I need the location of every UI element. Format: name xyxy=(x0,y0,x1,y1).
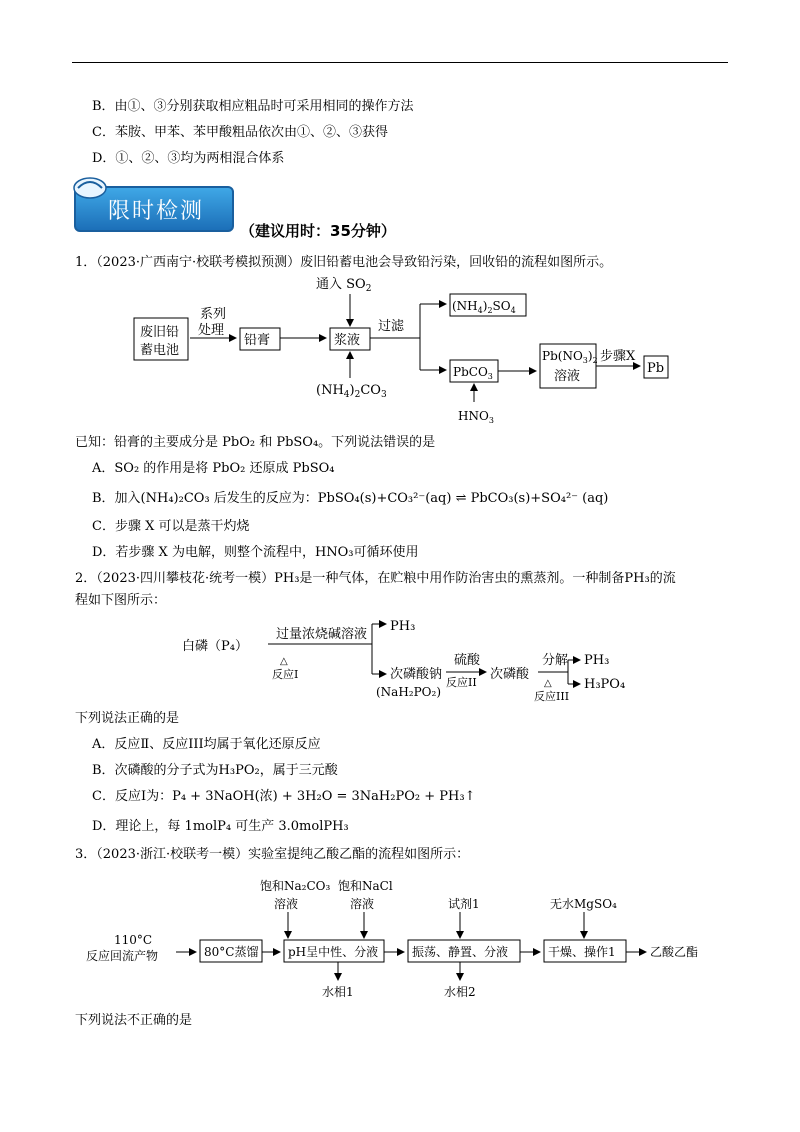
reaction-3-label: 反应III xyxy=(534,690,570,703)
mgso4-label: 无水MgSO₄ xyxy=(550,897,617,911)
series-label-1: 系列 xyxy=(200,307,227,322)
header-rule xyxy=(72,62,728,63)
white-p-label: 白磷（P₄） xyxy=(182,639,248,654)
nacl-label-1: 饱和NaCl xyxy=(338,879,393,893)
q2-option-d: D．理论上，每 1molP₄ 可生产 3.0molPH₃ xyxy=(92,819,349,834)
na2co3-label-1: 饱和Na₂CO₃ xyxy=(260,879,331,893)
paste-label: 铅膏 xyxy=(244,333,271,348)
sulfate-label: $(NH_4)_2SO_4$ xyxy=(452,299,516,315)
q1-stem: 1．（2023·广西南宁·校联考模拟预测）废旧铅蓄电池会导致铅污染，回收铅的流程如图所示。 xyxy=(75,255,613,270)
nitrate-label-2: 溶液 xyxy=(554,369,581,384)
q1-known: 已知：铅膏的主要成分是 PbO₂ 和 PbSO₄。下列说法错误的是 xyxy=(75,435,436,450)
product-label: 乙酸乙酯 xyxy=(650,945,699,959)
dolphin-icon xyxy=(70,172,110,202)
q2-flow-diagram xyxy=(180,612,660,706)
filter-label: 过滤 xyxy=(378,319,405,334)
delta-1: △ xyxy=(280,656,288,667)
q3-question: 下列说法不正确的是 xyxy=(75,1013,193,1028)
reaction-2-label: 反应II xyxy=(446,676,477,689)
hno3-label: $HNO_3$ xyxy=(458,409,494,425)
neutral-label: pH呈中性、分液 xyxy=(288,945,379,959)
step-x-label: 步骤X xyxy=(600,349,636,364)
start-label-2: 反应回流产物 xyxy=(86,949,159,963)
acid-reagent-label: 硫酸 xyxy=(454,653,481,668)
q3-flow-diagram xyxy=(84,874,724,1000)
battery-label-2: 蓄电池 xyxy=(140,343,180,358)
slurry-label: 浆液 xyxy=(334,333,361,348)
dry-label: 干燥、操作1 xyxy=(548,945,616,959)
battery-label-1: 废旧铅 xyxy=(140,325,180,340)
q2-question: 下列说法正确的是 xyxy=(75,711,180,726)
q1-flow-diagram xyxy=(120,272,700,432)
decompose-label: 分解 xyxy=(542,653,569,668)
q1-option-d: D．若步骤 X 为电解，则整个流程中，HNO₃可循环使用 xyxy=(92,545,419,560)
nitrate-label-1: $Pb(NO_3)_2$ xyxy=(542,349,598,365)
option-d-prev: D．①、②、③均为两相混合体系 xyxy=(92,151,285,166)
salt-label: 次磷酸钠 xyxy=(390,667,443,682)
distill-label: 80°C蒸馏 xyxy=(204,945,259,959)
suggested-time: （建议用时：35分钟） xyxy=(240,222,396,240)
q3-stem: 3．（2023·浙江·校联考一模）实验室提纯乙酸乙酯的流程如图所示： xyxy=(75,847,470,862)
na2co3-label-2: 溶液 xyxy=(274,897,299,911)
q1-option-c: C．步骤 X 可以是蒸干灼烧 xyxy=(92,519,250,534)
q2-stem-2: 程如下图所示： xyxy=(75,593,167,608)
carbonate-label: $(NH_4)_2CO_3$ xyxy=(316,383,387,400)
nacl-label-2: 溶液 xyxy=(350,897,375,911)
option-b-prev: B．由①、③分别获取相应粗品时可采用相同的操作方法 xyxy=(92,99,414,114)
ph3-right-label: PH₃ xyxy=(584,653,610,668)
pbco3-label: PbCO$_3$ xyxy=(453,365,493,381)
q2-option-c: C．反应Ⅰ为：P₄ + 3NaOH(浓) + 3H₂O = 3NaH₂PO₂ + PH₃↑ xyxy=(92,789,476,804)
reagent-1-label: 试剂1 xyxy=(448,897,480,911)
h3po4-label: H₃PO₄ xyxy=(584,677,626,692)
q2-stem-1: 2．（2023·四川攀枝花·统考一模）PH₃是一种气体，在贮粮中用作防治害虫的熏蒸剂。一种制备PH₃的流 xyxy=(75,571,676,586)
ph3-top-label: PH₃ xyxy=(390,619,416,634)
q2-option-a: A．反应Ⅱ、反应III均属于氧化还原反应 xyxy=(92,737,321,752)
water-1-label: 水相1 xyxy=(322,985,354,999)
water-2-label: 水相2 xyxy=(444,985,476,999)
series-label-2: 处理 xyxy=(198,323,225,338)
salt-formula-label: (NaH₂PO₂) xyxy=(376,685,442,699)
reagent-label: 过量浓烧碱溶液 xyxy=(276,627,368,642)
q1-option-b: B．加入(NH₄)₂CO₃ 后发生的反应为：PbSO₄(s)+CO₃²⁻(aq) ⇌ PbCO₃(s)+SO₄²⁻ (aq) xyxy=(92,491,609,506)
start-label-1: 110°C xyxy=(114,933,153,947)
so2-label: 通入 $SO_2$ xyxy=(316,277,372,294)
option-c-prev: C．苯胺、甲苯、苯甲酸粗品依次由①、②、③获得 xyxy=(92,125,388,140)
delta-2: △ xyxy=(544,678,552,689)
q2-option-b: B．次磷酸的分子式为H₃PO₂，属于三元酸 xyxy=(92,763,338,778)
q1-option-a: A．SO₂ 的作用是将 PbO₂ 还原成 PbSO₄ xyxy=(92,461,335,476)
acid-label: 次磷酸 xyxy=(490,667,530,682)
banner-title: 限时检测 xyxy=(108,199,205,224)
reaction-1-label: 反应I xyxy=(272,668,299,681)
shake-label: 振荡、静置、分液 xyxy=(412,945,509,959)
pb-label: Pb xyxy=(647,361,665,376)
